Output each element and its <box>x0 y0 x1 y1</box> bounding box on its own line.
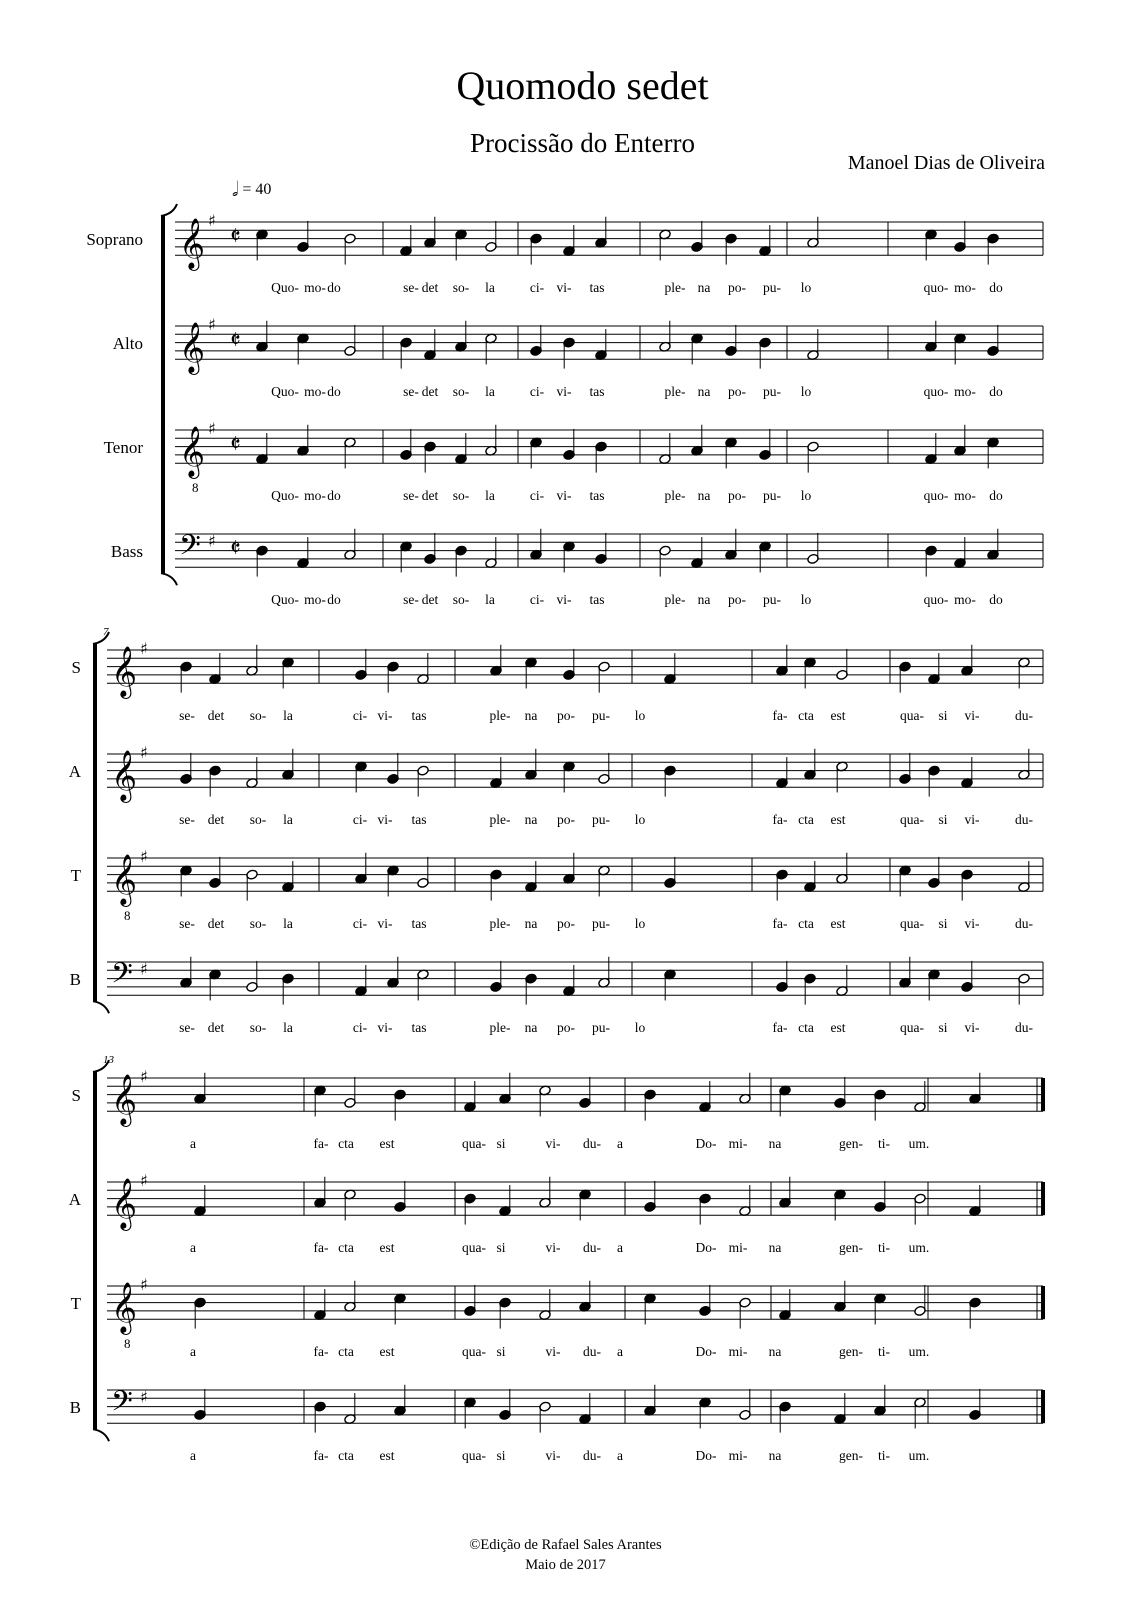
lyric-syllable: vi- <box>545 1136 561 1152</box>
lyric-syllable: est <box>830 812 846 828</box>
lyric-syllable: na <box>524 1020 538 1036</box>
lyric-syllable: na <box>768 1136 782 1152</box>
lyric-syllable: fa- <box>313 1344 329 1360</box>
lyric-syllable: la <box>485 592 495 608</box>
lyric-syllable: ti- <box>878 1448 890 1464</box>
lyric-syllable: Quo- <box>271 592 299 608</box>
key-sharp-icon: ♯ <box>140 639 148 658</box>
lyric-syllable: du- <box>1015 708 1033 724</box>
lyric-syllable: la <box>485 488 495 504</box>
lyric-syllable: det <box>207 812 225 828</box>
octave-eight-mark: 8 <box>124 1336 131 1351</box>
lyric-syllable: po- <box>557 916 575 932</box>
lyric-syllable: qua- <box>900 812 924 828</box>
lyric-syllable: um. <box>908 1344 930 1360</box>
lyric-syllable: quo- <box>923 488 949 504</box>
lyric-syllable: mo- <box>304 280 326 296</box>
key-sharp-icon: ♯ <box>208 419 216 438</box>
lyric-syllable: na <box>524 708 538 724</box>
lyric-syllable: du- <box>1015 916 1033 932</box>
lyric-syllable: cta <box>338 1240 354 1256</box>
measure-number: 13 <box>103 1054 114 1066</box>
lyric-syllable: na <box>697 280 711 296</box>
key-sharp-icon: ♯ <box>140 743 148 762</box>
lyric-syllable: si <box>496 1136 506 1152</box>
lyric-syllable: mi- <box>728 1136 748 1152</box>
lyric-syllable: do <box>327 280 341 296</box>
lyric-syllable: se- <box>179 1020 195 1036</box>
lyric-syllable: ple- <box>664 592 686 608</box>
lyric-syllable: vi- <box>964 812 980 828</box>
lyric-syllable: ti- <box>878 1240 890 1256</box>
lyric-syllable: na <box>768 1240 782 1256</box>
treble-clef-icon: 𝄞 <box>111 750 138 801</box>
lyric-syllable: mo- <box>304 384 326 400</box>
lyric-syllable: so- <box>452 384 470 400</box>
lyric-syllable: vi- <box>556 488 572 504</box>
lyric-syllable: gen- <box>839 1240 863 1256</box>
lyric-syllable: vi- <box>964 1020 980 1036</box>
lyric-syllable: so- <box>452 280 470 296</box>
lyric-syllable: pu- <box>592 812 610 828</box>
treble-clef-icon: 𝄞 <box>179 218 206 269</box>
lyric-syllable: qua- <box>900 1020 924 1036</box>
lyric-syllable: se- <box>403 384 419 400</box>
lyric-syllable: mo- <box>304 488 326 504</box>
key-sharp-icon: ♯ <box>208 211 216 230</box>
lyric-syllable: cta <box>338 1344 354 1360</box>
lyric-syllable: est <box>379 1240 395 1256</box>
octave-eight-mark: 8 <box>192 480 199 495</box>
lyric-syllable: cta <box>798 916 814 932</box>
lyric-syllable: quo- <box>923 592 949 608</box>
key-sharp-icon: ♯ <box>140 1387 148 1407</box>
staff-label: T <box>70 1294 81 1313</box>
lyric-syllable: det <box>207 708 225 724</box>
lyric-syllable: la <box>283 708 293 724</box>
lyric-syllable: qua- <box>900 916 924 932</box>
lyric-syllable: ple- <box>664 488 686 504</box>
lyric-syllable: um. <box>908 1240 930 1256</box>
lyric-syllable: so- <box>249 708 267 724</box>
lyric-syllable: ple- <box>664 280 686 296</box>
lyric-syllable: se- <box>403 592 419 608</box>
lyric-syllable: ci- <box>352 812 368 828</box>
bracket-bottom-hook <box>161 573 177 585</box>
measure-number: 7 <box>103 626 109 638</box>
lyric-syllable: po- <box>557 1020 575 1036</box>
lyric-syllable: lo <box>634 916 646 932</box>
lyric-syllable: um. <box>908 1136 930 1152</box>
lyric-syllable: na <box>697 488 711 504</box>
bass-clef-icon: 𝄢 <box>111 957 133 997</box>
bass-clef-icon: 𝄢 <box>179 529 201 569</box>
lyric-syllable: a <box>617 1240 623 1256</box>
lyric-syllable: vi- <box>545 1344 561 1360</box>
lyric-syllable: so- <box>249 1020 267 1036</box>
lyric-syllable: na <box>697 384 711 400</box>
cut-time-icon: 𝄵 <box>230 222 241 250</box>
lyric-syllable: a <box>190 1344 196 1360</box>
edition-credit: ©Edição de Rafael Sales Arantes <box>469 1537 662 1553</box>
tempo-value: = 40 <box>242 181 272 198</box>
lyric-syllable: gen- <box>839 1136 863 1152</box>
lyric-syllable: se- <box>403 488 419 504</box>
lyric-syllable: tas <box>411 812 427 828</box>
lyric-syllable: lo <box>800 280 812 296</box>
lyric-syllable: gen- <box>839 1344 863 1360</box>
lyric-syllable: lo <box>800 592 812 608</box>
lyric-syllable: du- <box>583 1344 601 1360</box>
key-sharp-icon: ♯ <box>208 315 216 334</box>
lyric-syllable: vi- <box>556 384 572 400</box>
lyric-syllable: vi- <box>545 1448 561 1464</box>
lyric-syllable: lo <box>634 812 646 828</box>
bracket-bottom-hook <box>93 1429 109 1441</box>
lyric-syllable: a <box>617 1344 623 1360</box>
lyric-syllable: quo- <box>923 384 949 400</box>
lyric-syllable: Quo- <box>271 488 299 504</box>
lyric-syllable: se- <box>403 280 419 296</box>
lyric-syllable: est <box>830 708 846 724</box>
lyric-syllable: na <box>697 592 711 608</box>
lyric-syllable: cta <box>798 708 814 724</box>
lyric-syllable: fa- <box>313 1240 329 1256</box>
lyric-syllable: du- <box>1015 1020 1033 1036</box>
treble-clef-icon: 𝄞 <box>111 854 138 905</box>
lyric-syllable: do <box>989 280 1003 296</box>
lyric-syllable: det <box>207 916 225 932</box>
lyric-syllable: na <box>524 812 538 828</box>
lyric-syllable: qua- <box>462 1240 486 1256</box>
lyric-syllable: vi- <box>964 708 980 724</box>
lyric-syllable: la <box>485 384 495 400</box>
lyric-syllable: ple- <box>489 916 511 932</box>
lyric-syllable: si <box>938 708 948 724</box>
lyric-syllable: la <box>283 1020 293 1036</box>
staff-label: A <box>68 762 81 781</box>
half-note-icon: 𝅗𝅥 <box>232 179 239 201</box>
lyric-syllable: si <box>496 1344 506 1360</box>
lyric-syllable: po- <box>728 384 746 400</box>
lyric-syllable: tas <box>411 1020 427 1036</box>
key-sharp-icon: ♯ <box>140 1067 148 1086</box>
lyric-syllable: vi- <box>964 916 980 932</box>
lyric-syllable: ple- <box>664 384 686 400</box>
lyric-syllable: du- <box>1015 812 1033 828</box>
lyric-syllable: lo <box>634 708 646 724</box>
lyric-syllable: fa- <box>772 916 788 932</box>
lyric-syllable: po- <box>728 592 746 608</box>
lyric-syllable: lo <box>634 1020 646 1036</box>
lyric-syllable: vi- <box>377 916 393 932</box>
treble-clef-icon: 𝄞 <box>111 1178 138 1229</box>
lyric-syllable: po- <box>728 488 746 504</box>
lyric-syllable: pu- <box>763 384 781 400</box>
lyric-syllable: pu- <box>763 488 781 504</box>
lyric-syllable: quo- <box>923 280 949 296</box>
lyric-syllable: lo <box>800 384 812 400</box>
lyric-syllable: ti- <box>878 1344 890 1360</box>
lyric-syllable: so- <box>249 916 267 932</box>
lyric-syllable: cta <box>338 1136 354 1152</box>
lyric-syllable: tas <box>589 592 605 608</box>
lyric-syllable: est <box>379 1344 395 1360</box>
lyric-syllable: est <box>379 1136 395 1152</box>
lyric-syllable: Do- <box>695 1136 717 1152</box>
lyric-syllable: la <box>283 916 293 932</box>
lyric-syllable: mo- <box>304 592 326 608</box>
treble-clef-icon: 𝄞 <box>179 322 206 373</box>
score-subtitle: Procissão do Enterro <box>470 128 695 158</box>
lyric-syllable: mo- <box>954 280 976 296</box>
lyric-syllable: tas <box>589 280 605 296</box>
lyric-syllable: so- <box>249 812 267 828</box>
lyric-syllable: tas <box>589 488 605 504</box>
lyric-syllable: do <box>989 488 1003 504</box>
lyric-syllable: se- <box>179 812 195 828</box>
lyric-syllable: tas <box>589 384 605 400</box>
lyric-syllable: a <box>617 1448 623 1464</box>
lyric-syllable: pu- <box>763 592 781 608</box>
lyric-syllable: du- <box>583 1240 601 1256</box>
lyric-syllable: ci- <box>352 916 368 932</box>
key-sharp-icon: ♯ <box>140 847 148 866</box>
lyric-syllable: Do- <box>695 1240 717 1256</box>
lyric-syllable: la <box>283 812 293 828</box>
lyric-syllable: ci- <box>529 280 545 296</box>
lyric-syllable: ti- <box>878 1136 890 1152</box>
cut-time-icon: 𝄵 <box>230 534 241 562</box>
lyric-syllable: po- <box>557 708 575 724</box>
lyric-syllable: tas <box>411 916 427 932</box>
staff-label: T <box>70 866 81 885</box>
treble-clef-icon: 𝄞 <box>111 646 138 697</box>
staff-label: Soprano <box>86 230 143 249</box>
key-sharp-icon: ♯ <box>140 1275 148 1294</box>
staff-label: B <box>69 970 81 989</box>
lyric-syllable: lo <box>800 488 812 504</box>
lyric-syllable: est <box>830 916 846 932</box>
lyric-syllable: si <box>496 1240 506 1256</box>
staff-label: Bass <box>110 542 143 561</box>
lyric-syllable: vi- <box>556 592 572 608</box>
lyric-syllable: gen- <box>839 1448 863 1464</box>
lyric-syllable: mo- <box>954 384 976 400</box>
lyric-syllable: est <box>830 1020 846 1036</box>
bracket-bottom-hook <box>93 1001 109 1013</box>
lyric-syllable: det <box>421 592 439 608</box>
lyric-syllable: qua- <box>462 1448 486 1464</box>
octave-eight-mark: 8 <box>124 908 131 923</box>
lyric-syllable: so- <box>452 488 470 504</box>
key-sharp-icon: ♯ <box>140 959 148 979</box>
lyric-syllable: vi- <box>556 280 572 296</box>
lyric-syllable: Quo- <box>271 280 299 296</box>
lyric-syllable: ci- <box>352 1020 368 1036</box>
lyric-syllable: ple- <box>489 708 511 724</box>
lyric-syllable: do <box>327 384 341 400</box>
lyric-syllable: Do- <box>695 1448 717 1464</box>
lyric-syllable: ci- <box>352 708 368 724</box>
lyric-syllable: pu- <box>592 1020 610 1036</box>
staff-label: B <box>69 1398 81 1417</box>
lyric-syllable: ple- <box>489 1020 511 1036</box>
lyric-syllable: a <box>617 1136 623 1152</box>
lyric-syllable: um. <box>908 1448 930 1464</box>
staff-label: A <box>68 1190 81 1209</box>
lyric-syllable: qua- <box>462 1136 486 1152</box>
key-sharp-icon: ♯ <box>208 531 216 551</box>
lyric-syllable: mi- <box>728 1448 748 1464</box>
lyric-syllable: si <box>938 916 948 932</box>
lyric-syllable: ci- <box>529 384 545 400</box>
lyric-syllable: fa- <box>313 1448 329 1464</box>
lyric-syllable: fa- <box>313 1136 329 1152</box>
lyric-syllable: pu- <box>592 916 610 932</box>
lyric-syllable: si <box>938 1020 948 1036</box>
lyric-syllable: a <box>190 1136 196 1152</box>
treble-clef-icon: 𝄞 <box>179 426 206 477</box>
lyric-syllable: det <box>207 1020 225 1036</box>
lyric-syllable: cta <box>798 1020 814 1036</box>
lyric-syllable: cta <box>798 812 814 828</box>
treble-clef-icon: 𝄞 <box>111 1282 138 1333</box>
lyric-syllable: fa- <box>772 1020 788 1036</box>
lyric-syllable: vi- <box>545 1240 561 1256</box>
lyric-syllable: na <box>768 1344 782 1360</box>
bass-clef-icon: 𝄢 <box>111 1385 133 1425</box>
lyric-syllable: tas <box>411 708 427 724</box>
edition-date: Maio de 2017 <box>525 1557 606 1573</box>
lyric-syllable: Quo- <box>271 384 299 400</box>
lyric-syllable: se- <box>179 916 195 932</box>
lyric-syllable: mo- <box>954 592 976 608</box>
lyric-syllable: po- <box>557 812 575 828</box>
lyric-syllable: vi- <box>377 1020 393 1036</box>
lyric-syllable: cta <box>338 1448 354 1464</box>
lyric-syllable: a <box>190 1240 196 1256</box>
composer-name: Manoel Dias de Oliveira <box>847 152 1045 174</box>
lyric-syllable: mi- <box>728 1240 748 1256</box>
lyric-syllable: na <box>768 1448 782 1464</box>
staff-label: S <box>71 658 81 677</box>
lyric-syllable: si <box>938 812 948 828</box>
lyric-syllable: pu- <box>763 280 781 296</box>
lyric-syllable: du- <box>583 1136 601 1152</box>
staff-label: Tenor <box>103 438 143 457</box>
bracket-top-hook <box>161 204 177 216</box>
score-title: Quomodo sedet <box>456 63 709 108</box>
lyric-syllable: ple- <box>489 812 511 828</box>
lyric-syllable: du- <box>583 1448 601 1464</box>
treble-clef-icon: 𝄞 <box>111 1074 138 1125</box>
lyric-syllable: po- <box>728 280 746 296</box>
lyric-syllable: se- <box>179 708 195 724</box>
lyric-syllable: est <box>379 1448 395 1464</box>
lyric-syllable: det <box>421 280 439 296</box>
key-sharp-icon: ♯ <box>140 1171 148 1190</box>
lyric-syllable: fa- <box>772 708 788 724</box>
lyric-syllable: do <box>989 592 1003 608</box>
lyric-syllable: pu- <box>592 708 610 724</box>
lyric-syllable: Do- <box>695 1344 717 1360</box>
lyric-syllable: la <box>485 280 495 296</box>
lyric-syllable: det <box>421 488 439 504</box>
lyric-syllable: vi- <box>377 812 393 828</box>
lyric-syllable: ci- <box>529 592 545 608</box>
lyric-syllable: so- <box>452 592 470 608</box>
lyric-syllable: det <box>421 384 439 400</box>
cut-time-icon: 𝄵 <box>230 326 241 354</box>
lyric-syllable: na <box>524 916 538 932</box>
lyric-syllable: do <box>327 488 341 504</box>
lyric-syllable: do <box>989 384 1003 400</box>
lyric-syllable: ci- <box>529 488 545 504</box>
lyric-syllable: vi- <box>377 708 393 724</box>
cut-time-icon: 𝄵 <box>230 430 241 458</box>
lyric-syllable: fa- <box>772 812 788 828</box>
staff-label: S <box>71 1086 81 1105</box>
lyric-syllable: qua- <box>900 708 924 724</box>
lyric-syllable: mo- <box>954 488 976 504</box>
lyric-syllable: si <box>496 1448 506 1464</box>
lyric-syllable: a <box>190 1448 196 1464</box>
staff-label: Alto <box>112 334 143 353</box>
lyric-syllable: mi- <box>728 1344 748 1360</box>
lyric-syllable: do <box>327 592 341 608</box>
lyric-syllable: qua- <box>462 1344 486 1360</box>
